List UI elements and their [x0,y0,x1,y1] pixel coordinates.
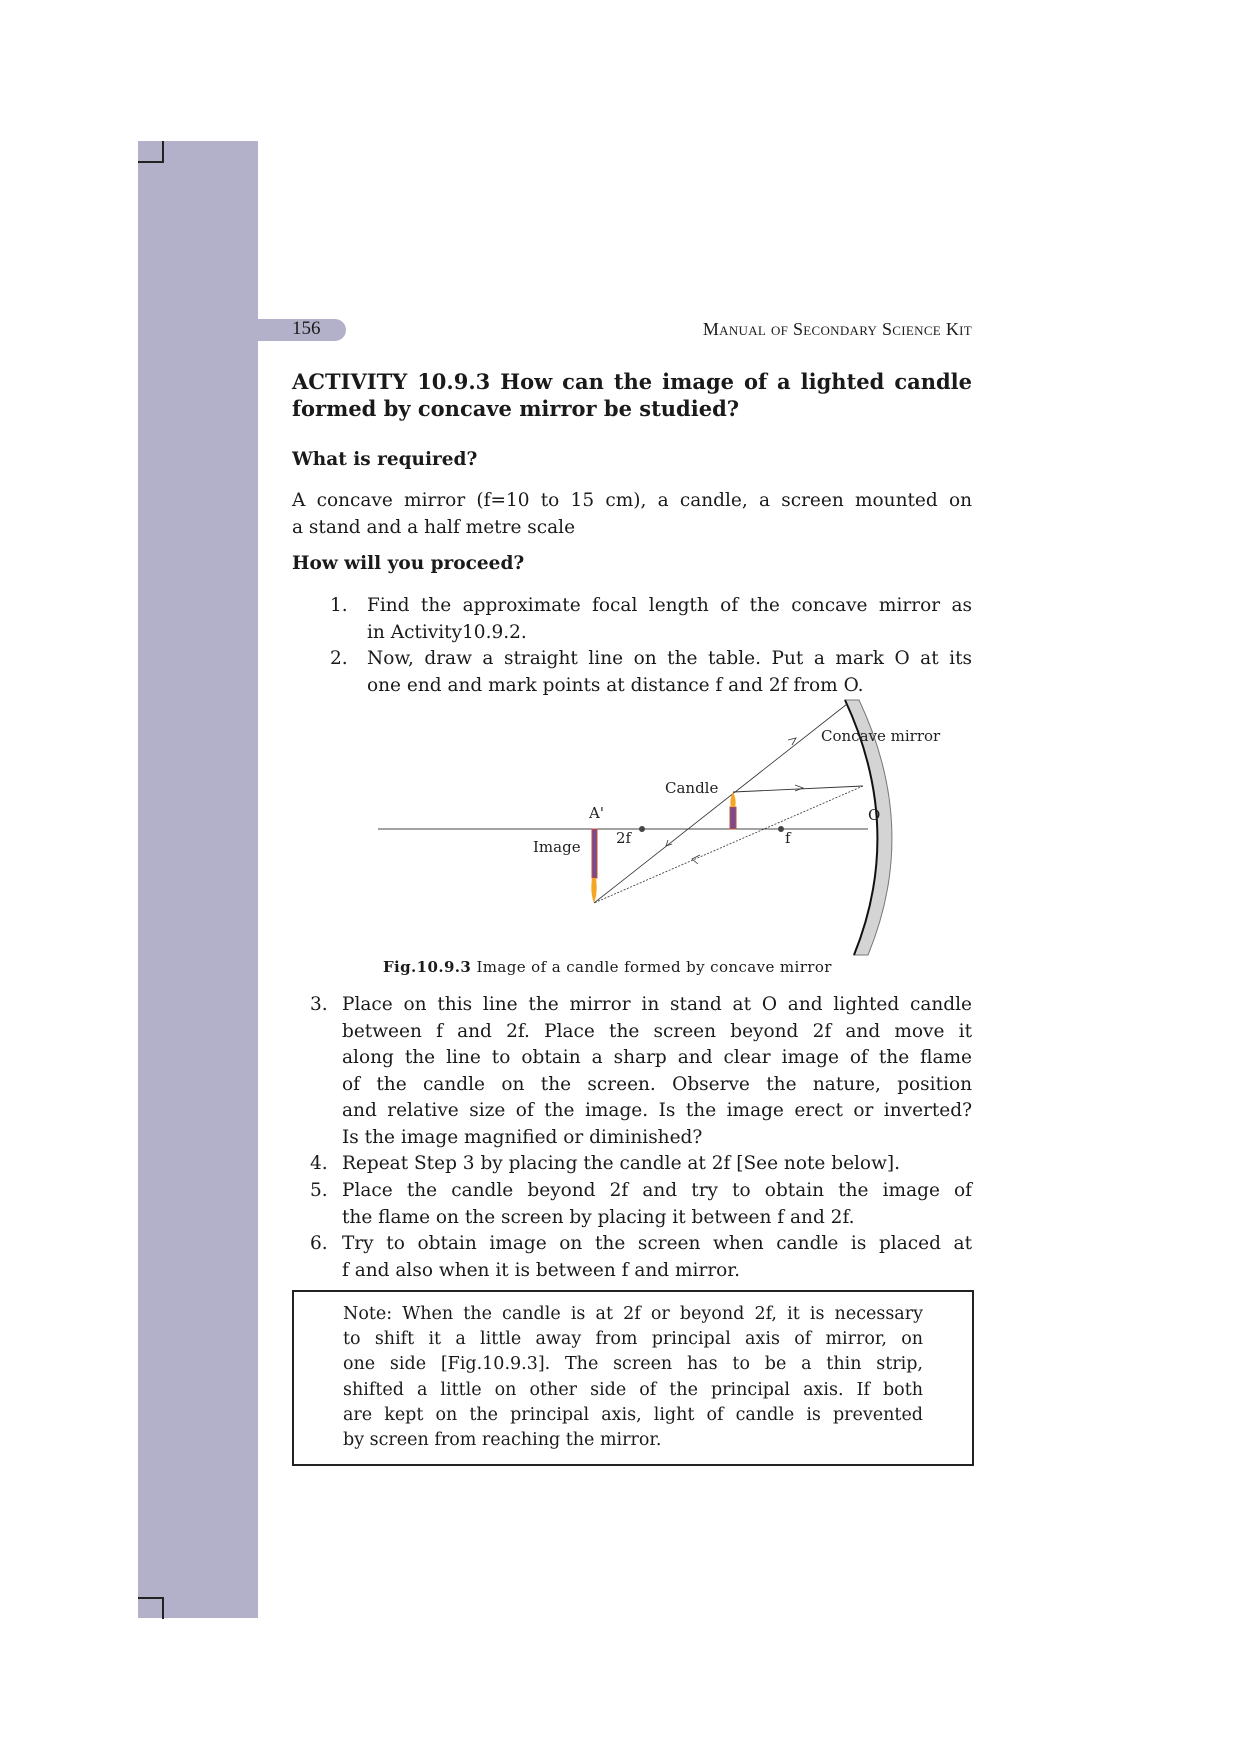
crop-mark-bottom [138,1597,164,1619]
arrow-head [666,840,672,846]
label-candle: Candle [665,779,719,797]
arrow-head [795,785,803,791]
step-number: 6. [310,1233,328,1254]
text-line: and relative size of the image. Is the image erect or inverted? [342,1100,972,1121]
label-concave-mirror: Concave mirror [821,727,941,745]
title-line: formed by concave mirror be studied? [292,396,740,421]
running-title: Manual of Secondary Science Kit [702,319,972,339]
label-2f: 2f [616,829,632,847]
required-heading: What is required? [292,449,478,470]
ray-through-centre [594,704,847,903]
arrow-head [692,855,700,864]
caption-text: Image of a candle formed by concave mirror [476,958,832,976]
step-number: 2. [330,648,348,669]
arrow-head [788,738,796,745]
text-line: Repeat Step 3 by placing the candle at 2f [See note below]. [342,1153,900,1174]
image-candle [592,829,597,878]
figure-caption [383,958,832,976]
text-line: by screen from reaching the mirror. [343,1430,662,1451]
text-line: in Activity10.9.2. [367,621,527,643]
title-line: ACTIVITY 10.9.3 How can the image of a lighted candle [292,369,972,394]
step-number: 1. [330,595,348,616]
text-line: Is the image magnified or diminished? [342,1126,703,1148]
proceed-heading: How will you proceed? [292,553,525,574]
text-line: one end and mark points at distance f and 2f from O. [367,674,864,696]
text-line: A concave mirror (f=10 to 15 cm), a candle, a screen mounted on [292,490,972,511]
candle-flame [730,792,735,807]
text-line: Place on this line the mirror in stand at O and lighted candle [342,994,972,1015]
text-line: Now, draw a straight line on the table. Put a mark O at its [367,648,972,669]
candle [730,807,736,829]
text-line: a stand and a half metre scale [292,516,576,538]
label-a-prime: A' [589,804,604,822]
text-line: between f and 2f. Place the screen beyond 2f and move it [342,1020,972,1042]
text-line: Place the candle beyond 2f and try to obtain the image of [342,1180,972,1201]
text-line: f and also when it is between f and mirror. [342,1259,740,1281]
label-image: Image [533,838,581,856]
ray-reflected [594,786,863,903]
text-line: Try to obtain image on the screen when candle is placed at [342,1233,972,1254]
point-2f [639,826,645,832]
label-o: O [868,806,881,824]
ray-parallel [733,786,863,792]
text-line: shifted a little on other side of the principal axis. If both [343,1379,923,1400]
text-line: one side [Fig.10.9.3]. The screen has to be a thin strip, [343,1354,923,1375]
text-line: along the line to obtain a sharp and clear image of the flame [342,1047,972,1068]
note-box [292,1290,974,1466]
text-line: are kept on the principal axis, light of candle is prevented [343,1404,923,1425]
text-line: Note: When the candle is at 2f or beyond 2f, it is necessary [343,1304,923,1324]
label-f: f [785,829,791,847]
text-line: to shift it a little away from principal axis of mirror, on [343,1329,923,1350]
step-number: 5. [310,1180,328,1201]
text-line: Find the approximate focal length of the concave mirror as [367,595,972,616]
image-flame [591,878,596,903]
page-number: 156 [292,318,321,339]
caption-number: Fig.10.9.3 [383,958,472,976]
step-number: 3. [310,994,328,1015]
step-number: 4. [310,1153,328,1174]
text-line: of the candle on the screen. Observe the nature, position [342,1073,972,1095]
text-line: the flame on the screen by placing it between f and 2f. [342,1206,855,1228]
point-f [778,826,784,832]
